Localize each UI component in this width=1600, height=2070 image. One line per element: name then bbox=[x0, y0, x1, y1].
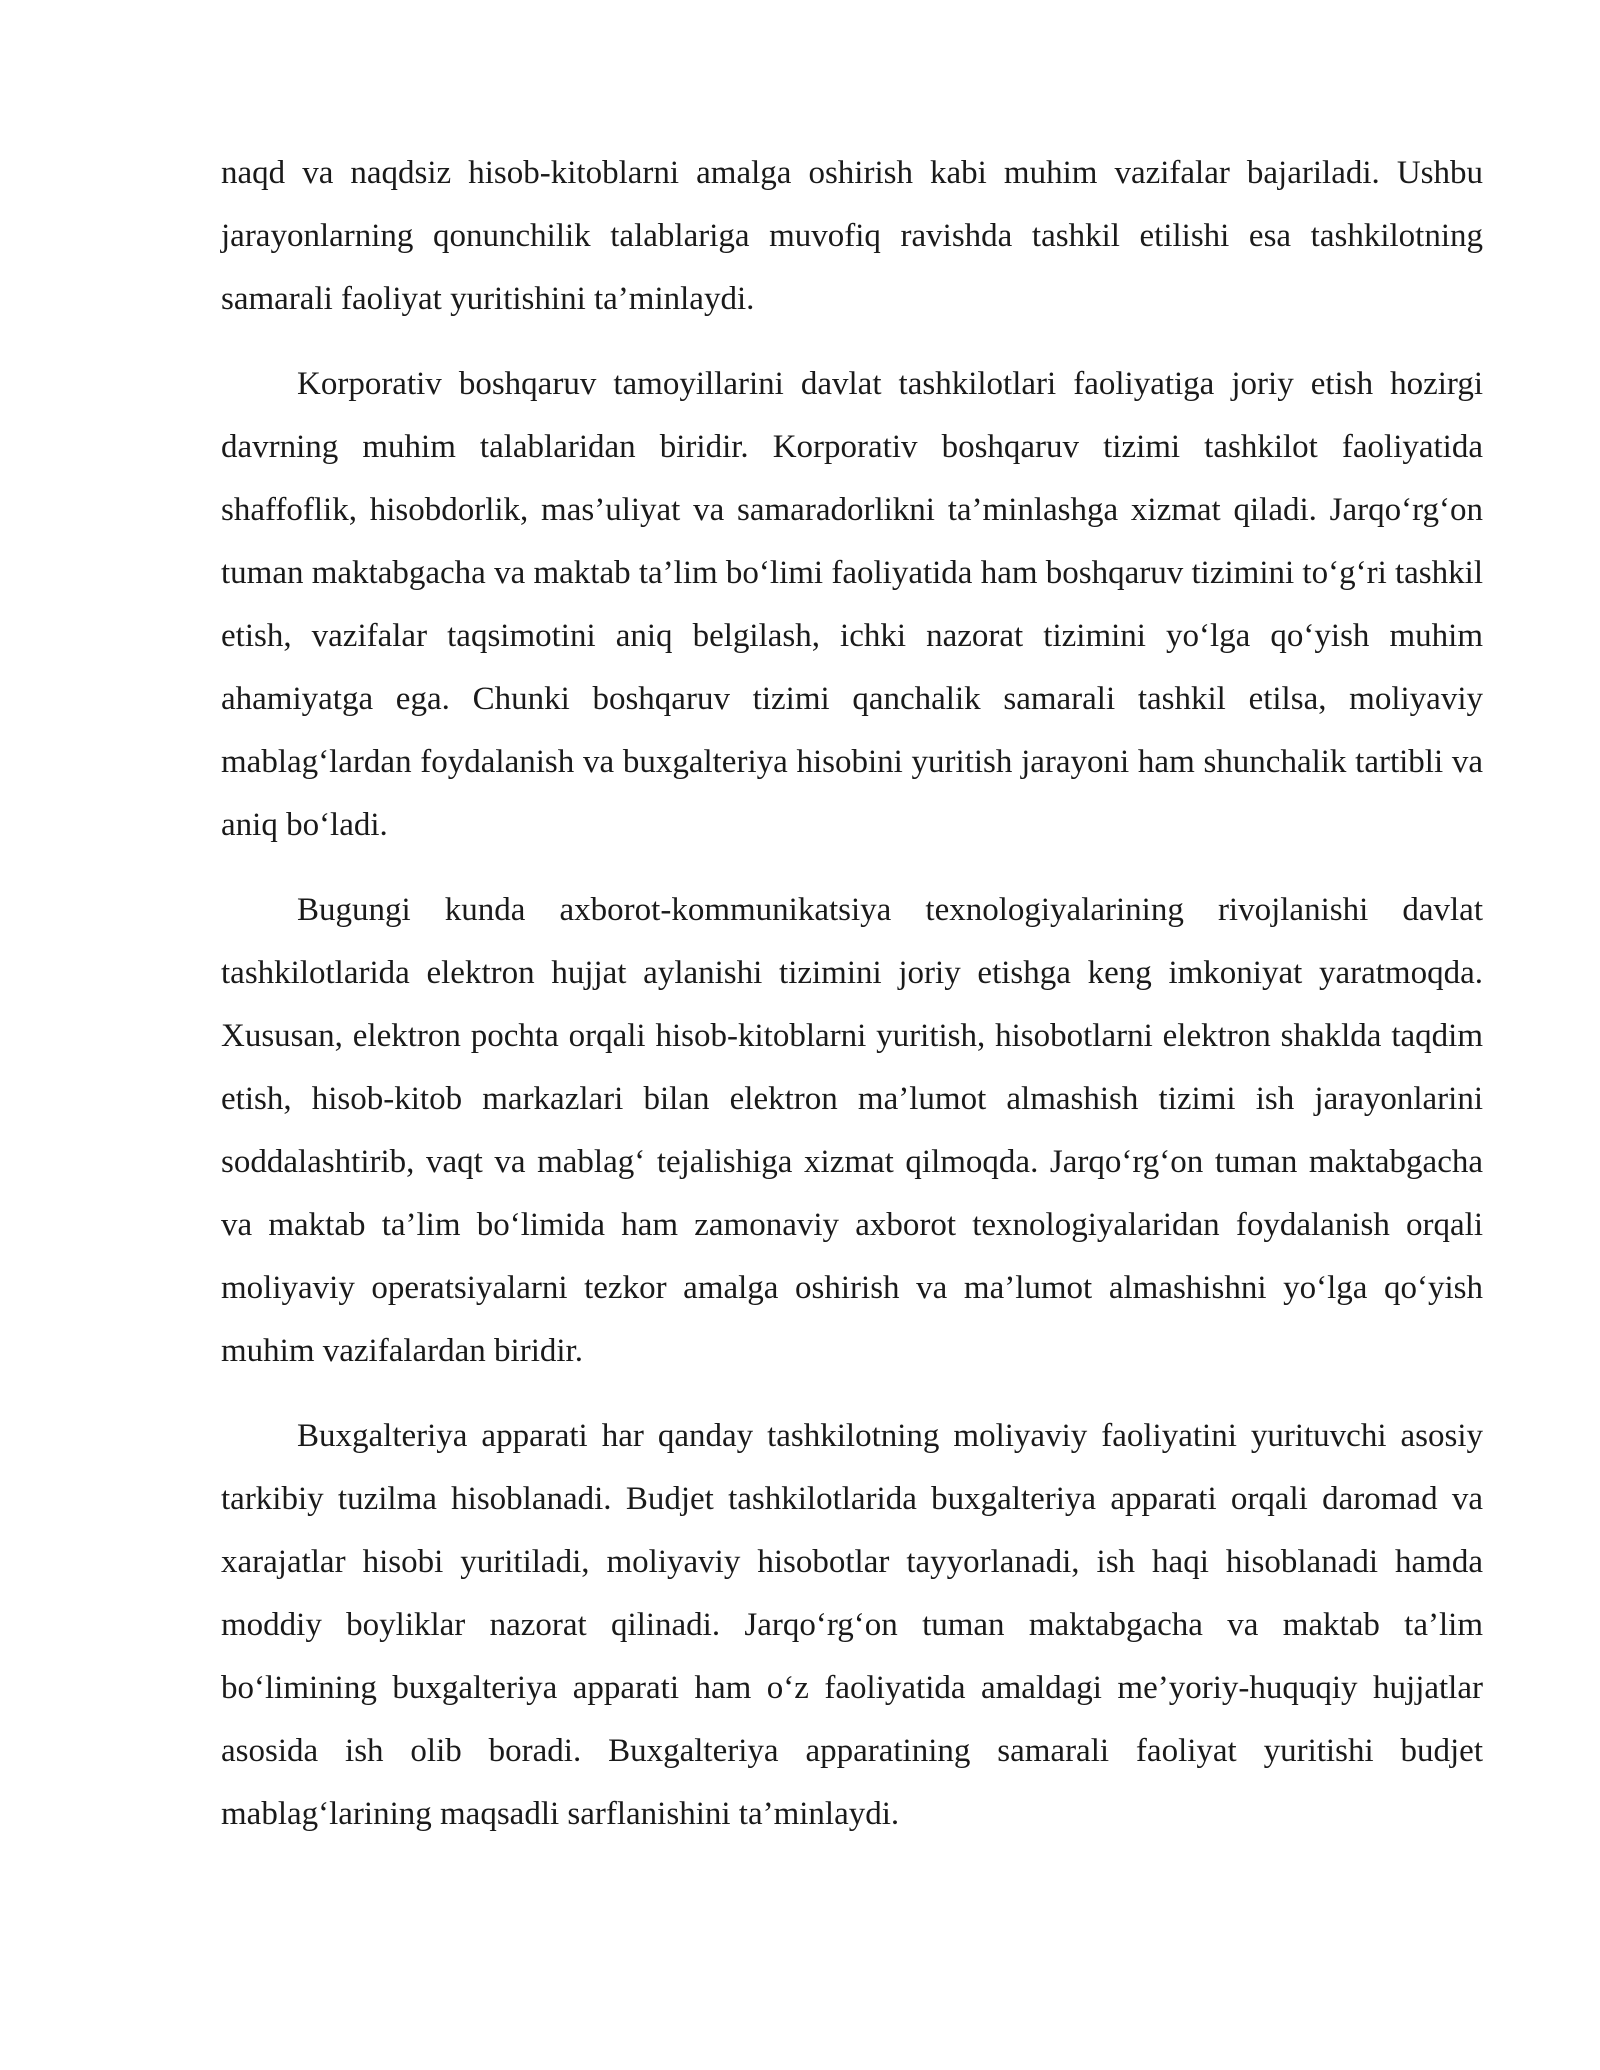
paragraph-1: naqd va naqdsiz hisob-kitoblarni amalga oshirish kabi muhim vazifalar bajariladi. Ushbu jarayonlarning qonunchilik talablariga muvofiq ravishda tashkil etilishi esa tashkilotning samarali faoliyat yuritishini ta’minlaydi. bbox=[221, 155, 1483, 317]
document-page bbox=[221, 142, 1483, 1868]
paragraph-4: Buxgalteriya apparati har qanday tashkilotning moliyaviy faoliyatini yurituvchi asosiy tarkibiy tuzilma hisoblanadi. Budjet tashkilotlarida buxgalteriya apparati orqali daromad va xarajatlar hisobi yuritiladi, moliyaviy hisobotlar tayyorlanadi, ish haqi hisoblanadi hamda moddiy boyliklar nazorat qilinadi. Jarqo‘rg‘on tuman maktabgacha va maktab ta’lim bo‘limining buxgalteriya apparati ham o‘z faoliyatida amaldagi me’yoriy-huquqiy hujjatlar asosida ish olib boradi. Buxgalteriya apparatining samarali faoliyat yuritishi budjet mablag‘larining maqsadli sarflanishini ta’minlaydi. bbox=[221, 1418, 1483, 1832]
paragraph-2: Korporativ boshqaruv tamoyillarini davlat tashkilotlari faoliyatiga joriy etish hozirgi davrning muhim talablaridan biridir. Korporativ boshqaruv tizimi tashkilot faoliyatida shaffoflik, hisobdorlik, mas’uliyat va samaradorlikni ta’minlashga xizmat qiladi. Jarqo‘rg‘on tuman maktabgacha va maktab ta’lim bo‘limi faoliyatida ham boshqaruv tizimini to‘g‘ri tashkil etish, vazifalar taqsimotini aniq belgilash, ichki nazorat tizimini yo‘lga qo‘yish muhim ahamiyatga ega. Chunki boshqaruv tizimi qanchalik samarali tashkil etilsa, moliyaviy mablag‘lardan foydalanish va buxgalteriya hisobini yuritish jarayoni ham shunchalik tartibli va aniq bo‘ladi. bbox=[221, 366, 1483, 843]
paragraph-3: Bugungi kunda axborot-kommunikatsiya texnologiyalarining rivojlanishi davlat tashkilotlarida elektron hujjat aylanishi tizimini joriy etishga keng imkoniyat yaratmoqda. Xususan, elektron pochta orqali hisob-kitoblarni yuritish, hisobotlarni elektron shaklda taqdim etish, hisob-kitob markazlari bilan elektron ma’lumot almashish tizimi ish jarayonlarini soddalashtirib, vaqt va mablag‘ tejalishiga xizmat qilmoqda. Jarqo‘rg‘on tuman maktabgacha va maktab ta’lim bo‘limida ham zamonaviy axborot texnologiyalaridan foydalanish orqali moliyaviy operatsiyalarni tezkor amalga oshirish va ma’lumot almashishni yo‘lga qo‘yish muhim vazifalardan biridir. bbox=[221, 892, 1483, 1369]
